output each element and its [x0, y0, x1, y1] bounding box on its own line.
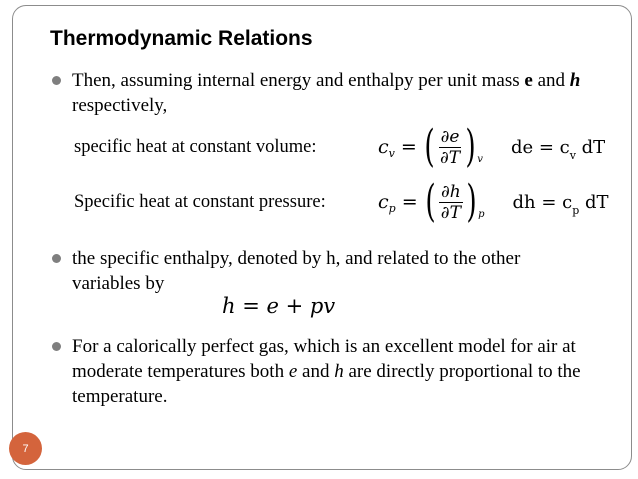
cp-symbol: c — [378, 191, 389, 213]
bullet-1-pre: Then, assuming internal energy and enthalpy per unit mass — [72, 70, 525, 91]
cp-equation-row — [74, 172, 609, 232]
bullet-item-3 — [52, 334, 592, 409]
bullet-dot-icon — [52, 76, 61, 85]
cp-denominator: ∂T — [440, 202, 461, 223]
bullet-3-e: e — [288, 361, 298, 382]
cp-numerator: ∂h — [440, 181, 461, 202]
cv-denominator: ∂T — [439, 147, 461, 168]
cp-subscript: p — [388, 201, 396, 215]
bullet-1-h: h — [569, 70, 581, 91]
cv-held-variable: v — [477, 154, 483, 165]
cp-label: Specific heat at constant pressure: — [74, 191, 326, 212]
cp-right-end: dT — [579, 191, 609, 213]
bullet-1-e: e — [524, 70, 533, 91]
bullet-dot-icon — [52, 342, 61, 351]
bullet-item-1 — [52, 68, 592, 118]
cv-equation-row — [74, 117, 605, 177]
cp-held-variable: p — [478, 209, 485, 220]
cv-formula — [378, 121, 483, 172]
cp-equals: = — [401, 191, 418, 213]
page-number-badge: 7 — [9, 432, 42, 465]
cv-fraction — [438, 127, 462, 168]
slide-title: Thermodynamic Relations — [50, 27, 313, 50]
bullet-1-post: respectively, — [72, 95, 168, 116]
left-paren: ( — [425, 176, 436, 227]
bullet-3-pre: For a calorically perfect gas, which is an excellent model for air at moderate temperatures both — [72, 336, 576, 382]
cv-equals: = — [400, 136, 417, 158]
cp-derivative — [422, 176, 485, 227]
right-paren: ) — [465, 121, 476, 172]
cp-right-main: dh = c — [512, 191, 573, 213]
left-paren: ( — [424, 121, 435, 172]
bullet-3-h: h — [334, 361, 344, 382]
bullet-1-and: and — [532, 70, 570, 91]
bullet-3-post: are directly proportional to the temperature. — [72, 361, 581, 407]
bullet-text-1 — [72, 68, 592, 118]
right-paren: ) — [466, 176, 477, 227]
cv-right-main: de = c — [510, 136, 570, 158]
cv-right-end: dT — [575, 136, 606, 158]
cp-fraction — [439, 182, 463, 223]
cv-label: specific heat at constant volume: — [74, 136, 317, 157]
cv-subscript: v — [388, 146, 395, 160]
cv-differential — [510, 136, 606, 162]
cp-differential — [512, 191, 609, 217]
bullet-text-3 — [72, 334, 592, 409]
bullet-item-2 — [52, 246, 592, 296]
cv-numerator: ∂e — [440, 126, 460, 147]
cp-right-sub: p — [572, 203, 580, 217]
bullet-dot-icon — [52, 254, 61, 263]
cv-right-sub: v — [569, 148, 576, 162]
bullet-3-and: and — [297, 361, 335, 382]
cv-symbol: c — [378, 136, 389, 158]
cv-derivative — [421, 121, 483, 172]
cp-formula — [378, 176, 485, 227]
enthalpy-equation: h = e + pv — [222, 294, 336, 318]
bullet-text-2: the specific enthalpy, denoted by h, and related to the other variables by — [72, 248, 521, 294]
